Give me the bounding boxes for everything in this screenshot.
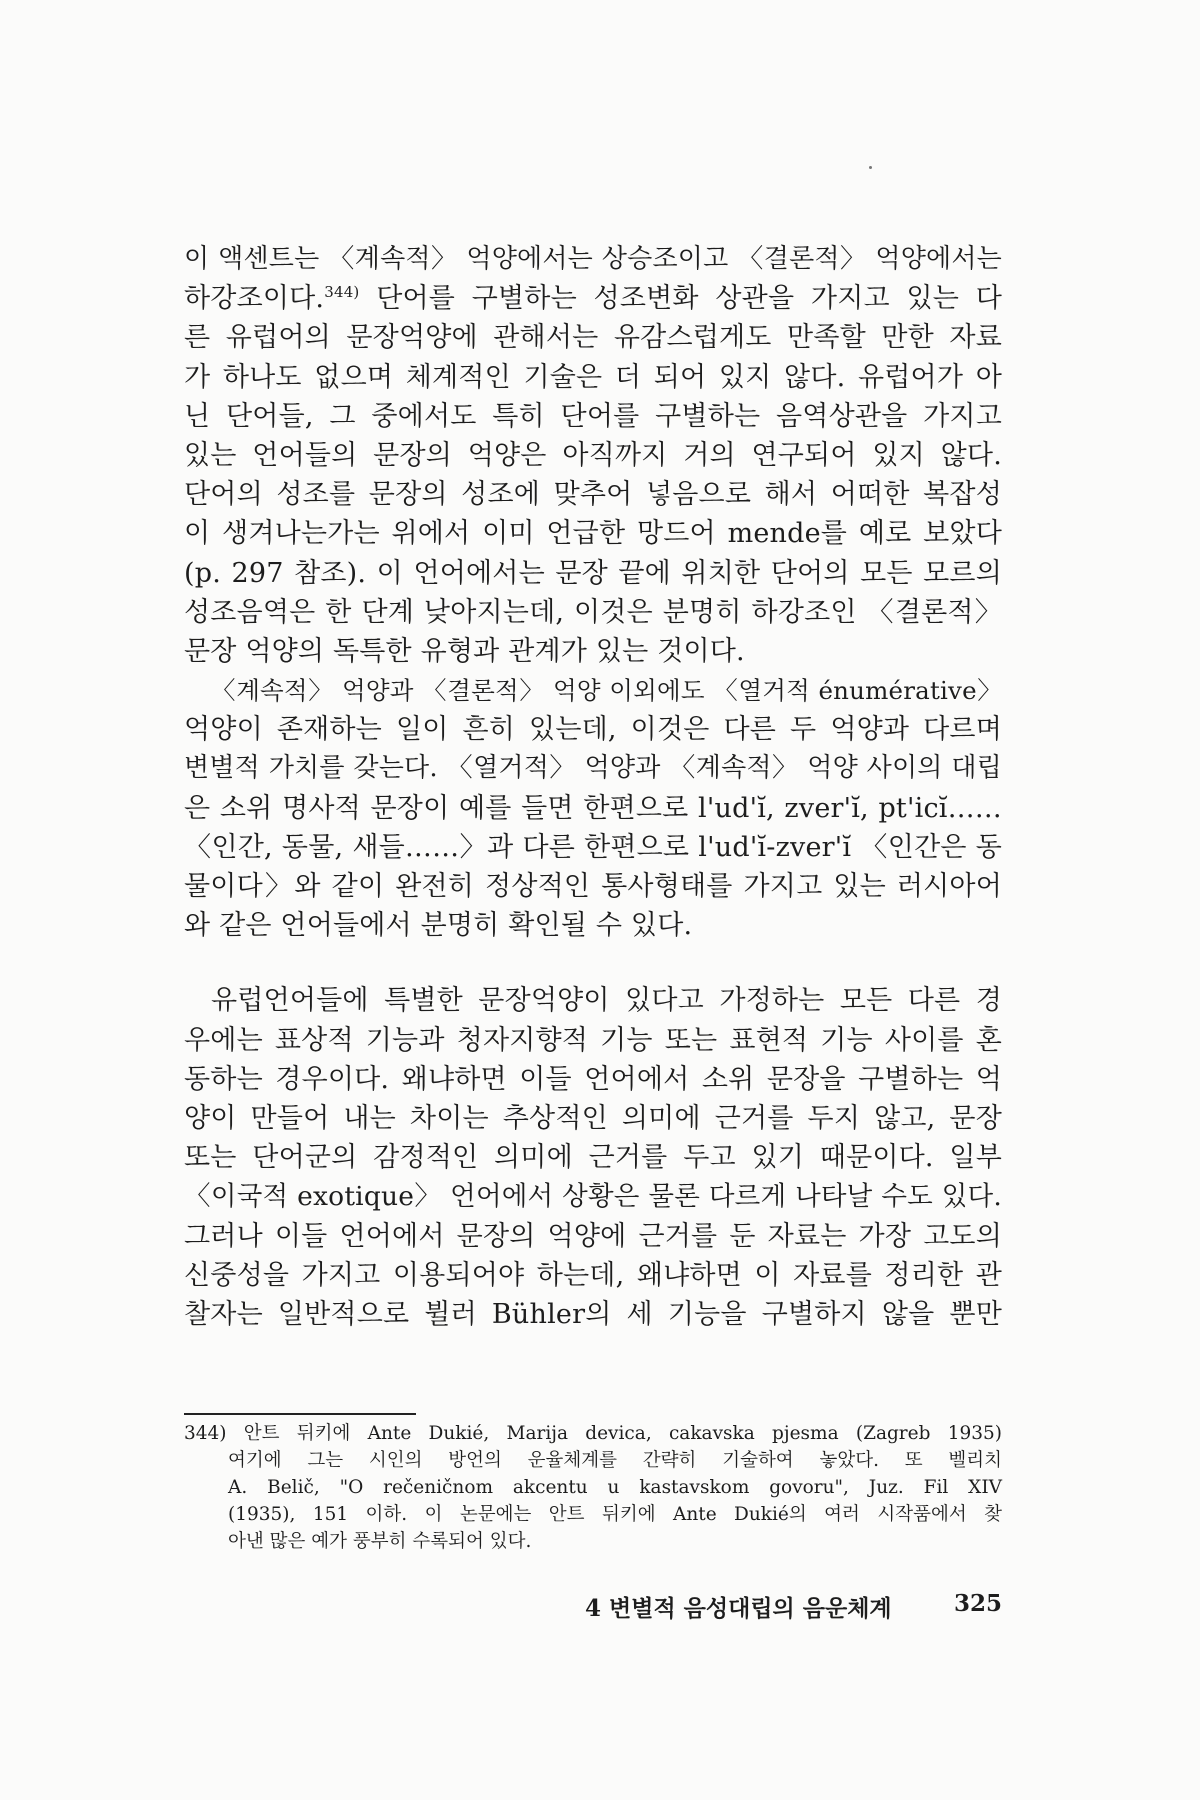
text-line: 른 유럽어의 문장억양에 관해서는 유감스럽게도 만족할 만한 자료: [184, 322, 1002, 354]
text-line: 변별적 가치를 갖는다. 〈열거적〉 억양과 〈계속적〉 억양 사이의 대립: [184, 753, 1002, 784]
text-line: 〈인간, 동물, 새들……〉과 다른 한편으로 l'ud'ĭ-zver'ĭ 〈인간은 동: [184, 831, 1002, 863]
page-number: 325: [953, 1590, 1002, 1617]
paragraph-3: [184, 981, 1002, 1334]
footnote-line: 여기에 그는 시인의 방언의 운율체계를 간략히 기술하여 놓았다. 또 벨리치: [228, 1450, 1002, 1471]
text-line: 우에는 표상적 기능과 청자지향적 기능 또는 표현적 기능 사이를 혼: [184, 1024, 1002, 1056]
text-line: 동하는 경우이다. 왜냐하면 이들 언어에서 소위 문장을 구별하는 억: [184, 1063, 1002, 1095]
text-line: 물이다〉와 같이 완전히 정상적인 통사형태를 가지고 있는 러시아어: [184, 871, 1002, 902]
text-line: 닌 단어들, 그 중에서도 특히 단어를 구별하는 음역상관을 가지고: [184, 400, 1002, 432]
text-line: 〈이국적 exotique〉 언어에서 상황은 물론 다르게 나타날 수도 있다.: [184, 1181, 1002, 1213]
text-line: 문장 억양의 독특한 유형과 관계가 있는 것이다.: [184, 635, 745, 667]
paragraph-2: [184, 671, 1002, 945]
text-line: 가 하나도 없으며 체계적인 기술은 더 되어 있지 않다. 유럽어가 아: [184, 361, 1002, 393]
section-gap: [184, 945, 1002, 981]
text-line: 단어의 성조를 문장의 성조에 맞추어 넣음으로 해서 어떠한 복잡성: [184, 479, 1002, 511]
text-line: 이 액센트는 〈계속적〉 억양에서는 상승조이고 〈결론적〉 억양에서는: [184, 244, 1002, 274]
text-line: 찰자는 일반적으로 뷜러 Bühler의 세 기능을 구별하지 않을 뿐만: [184, 1298, 1002, 1330]
text-line: 억양이 존재하는 일이 흔히 있는데, 이것은 다른 두 억양과 다르며: [184, 714, 1002, 746]
main-text: [184, 240, 1002, 1334]
footnote-reference[interactable]: 344): [324, 283, 360, 302]
text-line: 〈계속적〉 억양과 〈결론적〉 억양 이외에도 〈열거적 énumérative〉: [211, 676, 1002, 706]
text-segment: 단어를 구별하는 성조변화 상관을 가지고 있는 다: [359, 283, 1002, 315]
text-line: 유럽언어들에 특별한 문장억양이 있다고 가정하는 모든 다른 경: [211, 985, 1002, 1017]
text-line: 또는 단어군의 감정적인 의미에 근거를 두고 있기 때문이다. 일부: [184, 1142, 1002, 1174]
text-line-with-footnote-ref: [184, 279, 1002, 318]
paragraph-1: [184, 240, 1002, 671]
text-segment: 하강조이다.: [184, 283, 325, 315]
text-line: 양이 만들어 내는 차이는 추상적인 의미에 근거를 두지 않고, 문장: [184, 1102, 1002, 1134]
page-footer: [585, 1590, 1002, 1623]
footnote-line: (1935), 151 이하. 이 논문에는 안트 뒤키에 Ante Dukié의 여러 시작품에서 찾: [228, 1504, 1002, 1525]
footnote-line: A. Belič, "O rečeničnom akcentu u kastavskom govoru", Juz. Fil XIV: [228, 1477, 1002, 1498]
footnote-line: 344) 안트 뒤키에 Ante Dukié, Marija devica, cakavska pjesma (Zagreb 1935): [184, 1423, 1002, 1444]
text-line: 성조음역은 한 단계 낮아지는데, 이것은 분명히 하강조인 〈결론적〉: [184, 596, 1002, 628]
text-line: (p. 297 참조). 이 언어에서는 문장 끝에 위치한 단어의 모든 모르의: [184, 557, 1002, 589]
text-line: 신중성을 가지고 이용되어야 하는데, 왜냐하면 이 자료를 정리한 관: [184, 1259, 1002, 1291]
footnote-divider: [184, 1413, 416, 1415]
scan-speck: [869, 166, 872, 169]
footnote-344: [184, 1420, 1002, 1555]
text-line: 있는 언어들의 문장의 억양은 아직까지 거의 연구되어 있지 않다.: [184, 439, 1002, 471]
chapter-title: 4 변별적 음성대립의 음운체계: [585, 1595, 892, 1622]
text-line: 은 소위 명사적 문장이 예를 들면 한편으로 l'ud'ĭ, zver'ĭ, pt'icĭ……: [184, 792, 1002, 824]
text-line: 그러나 이들 언어에서 문장의 억양에 근거를 둔 자료는 가장 고도의: [184, 1220, 1002, 1252]
text-line: 와 같은 언어들에서 분명히 확인될 수 있다.: [184, 910, 693, 942]
text-line: 이 생겨나는가는 위에서 이미 언급한 망드어 mende를 예로 보았다: [184, 518, 1002, 550]
footnote-line: 아낸 많은 예가 풍부히 수록되어 있다.: [228, 1531, 532, 1552]
